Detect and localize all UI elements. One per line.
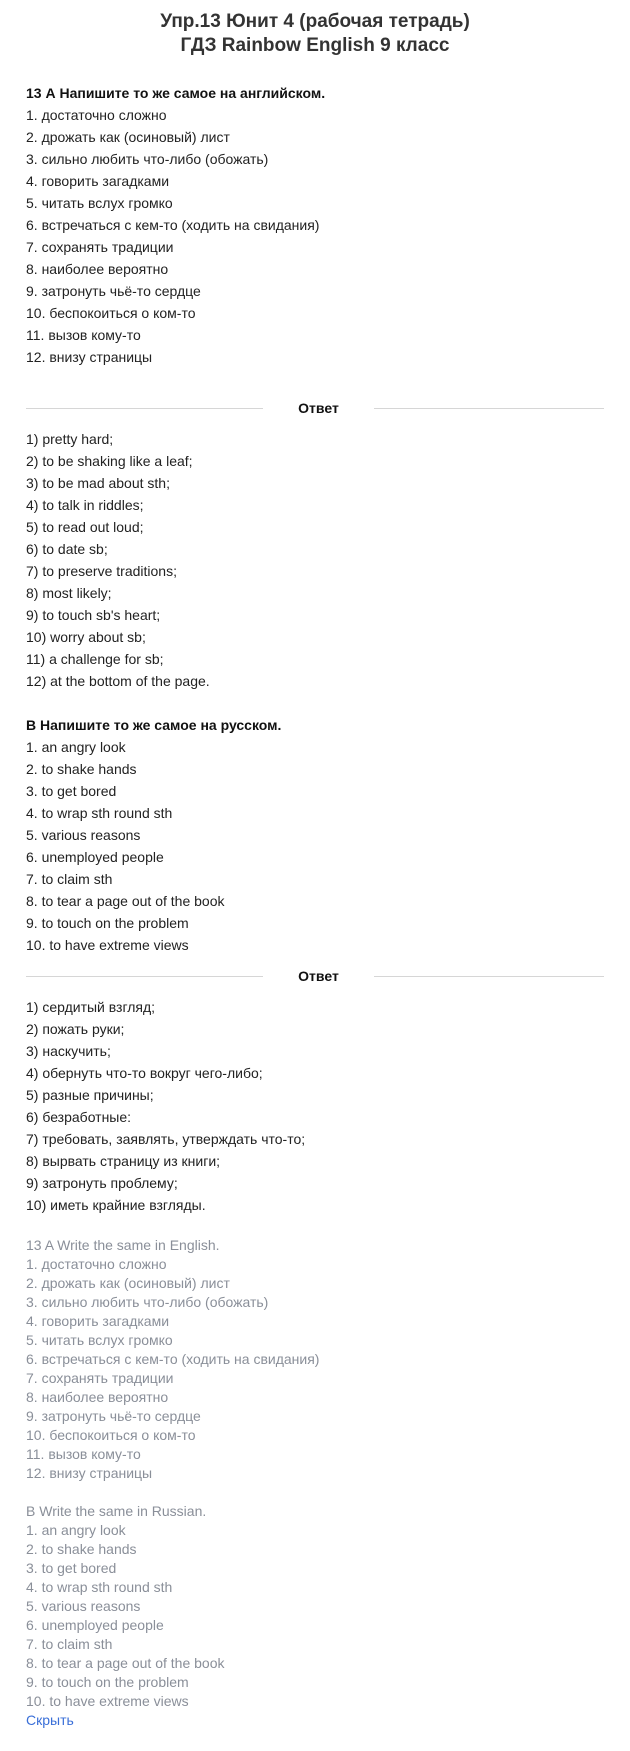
list-item: 2. to shake hands [26, 761, 137, 777]
list-item: 3. to get bored [26, 1560, 117, 1576]
answer-divider-a [26, 397, 604, 419]
divider-rule [26, 976, 263, 977]
list-item: 10. to have extreme views [26, 1693, 189, 1709]
list-item: 6. встречаться с кем-то (ходить на свидания) [26, 1351, 320, 1367]
list-item: 1) сердитый взгляд; [26, 999, 156, 1015]
list-item: 9. to touch on the problem [26, 1674, 189, 1690]
list-item: 2. to shake hands [26, 1541, 137, 1557]
list-item: 8. наиболее вероятно [26, 261, 169, 277]
list-item: 7. to claim sth [26, 1636, 113, 1652]
list-item: 7) to preserve traditions; [26, 563, 177, 579]
task-a-list [26, 104, 604, 368]
list-item: 1. достаточно сложно [26, 107, 167, 123]
list-item: 5. various reasons [26, 827, 141, 843]
list-item: 7) требовать, заявлять, утверждать что-то; [26, 1131, 306, 1147]
list-item: 6) to date sb; [26, 541, 108, 557]
original-b-heading: B Write the same in Russian. [26, 1503, 207, 1519]
list-item: 5. various reasons [26, 1598, 141, 1614]
content [0, 58, 630, 1730]
divider-rule [374, 976, 604, 977]
list-item: 5. читать вслух громко [26, 1332, 173, 1348]
list-item: 1. достаточно сложно [26, 1256, 167, 1272]
title-line-1: Упр.13 Юнит 4 (рабочая тетрадь) [160, 11, 470, 32]
list-item: 11. вызов кому-то [26, 1446, 141, 1462]
list-item: 2) to be shaking like a leaf; [26, 453, 193, 469]
list-item: 8. to tear a page out of the book [26, 893, 225, 909]
answer-label: Ответ [298, 968, 339, 984]
list-item: 4. to wrap sth round sth [26, 1579, 173, 1595]
divider-rule [374, 408, 604, 409]
list-item: 8) вырвать страницу из книги; [26, 1153, 221, 1169]
list-item: 1. an angry look [26, 1522, 126, 1538]
list-item: 10) worry about sb; [26, 629, 146, 645]
list-item: 9) to touch sb's heart; [26, 607, 161, 623]
list-item: 7. сохранять традиции [26, 239, 174, 255]
list-item: 2) пожать руки; [26, 1021, 125, 1037]
list-item: 4) обернуть что-то вокруг чего-либо; [26, 1065, 263, 1081]
list-item: 8. наиболее вероятно [26, 1389, 169, 1405]
list-item: 7. сохранять традиции [26, 1370, 174, 1386]
hide-link[interactable]: Скрыть [26, 1712, 74, 1728]
list-item: 11) a challenge for sb; [26, 651, 164, 667]
list-item: 3) to be mad about sth; [26, 475, 170, 491]
list-item: 5) разные причины; [26, 1087, 154, 1103]
list-item: 11. вызов кому-то [26, 327, 141, 343]
list-item: 6. встречаться с кем-то (ходить на свидания) [26, 217, 320, 233]
list-item: 1. an angry look [26, 739, 126, 755]
list-item: 10. беспокоиться о ком-то [26, 305, 196, 321]
list-item: 4. to wrap sth round sth [26, 805, 173, 821]
list-item: 9) затронуть проблему; [26, 1175, 178, 1191]
list-item: 10. беспокоиться о ком-то [26, 1427, 196, 1443]
answer-a-list [26, 428, 604, 692]
list-item: 5. читать вслух громко [26, 195, 173, 211]
list-item: 9. to touch on the problem [26, 915, 189, 931]
list-item: 8. to tear a page out of the book [26, 1655, 225, 1671]
list-item: 1) pretty hard; [26, 431, 114, 447]
list-item: 9. затронуть чьё-то сердце [26, 1408, 201, 1424]
list-item: 5) to read out loud; [26, 519, 144, 535]
list-item: 4) to talk in riddles; [26, 497, 144, 513]
list-item: 3. сильно любить что-либо (обожать) [26, 151, 269, 167]
list-item: 9. затронуть чьё-то сердце [26, 283, 201, 299]
divider-rule [26, 408, 263, 409]
list-item: 3. сильно любить что-либо (обожать) [26, 1294, 269, 1310]
list-item: 10) иметь крайние взгляды. [26, 1197, 206, 1213]
list-item: 6) безработные: [26, 1109, 132, 1125]
answer-label: Ответ [298, 400, 339, 416]
task-b-heading: В Напишите то же самое на русском. [26, 717, 282, 733]
task-a-heading: 13 А Напишите то же самое на английском. [26, 85, 326, 101]
list-item: 2. дрожать как (осиновый) лист [26, 129, 230, 145]
list-item: 6. unemployed people [26, 849, 164, 865]
list-item: 6. unemployed people [26, 1617, 164, 1633]
list-item: 12. внизу страницы [26, 1465, 153, 1481]
title-line-2: ГДЗ Rainbow English 9 класс [180, 35, 450, 56]
original-text-block [26, 1236, 604, 1711]
list-item: 7. to claim sth [26, 871, 113, 887]
list-item: 12. внизу страницы [26, 349, 153, 365]
list-item: 12) at the bottom of the page. [26, 673, 210, 689]
list-item: 2. дрожать как (осиновый) лист [26, 1275, 230, 1291]
page-title [0, 0, 630, 58]
answer-b-list [26, 996, 604, 1216]
list-item: 3. to get bored [26, 783, 117, 799]
original-a-heading: 13 A Write the same in English. [26, 1237, 220, 1253]
task-b-list [26, 736, 604, 956]
list-item: 3) наскучить; [26, 1043, 111, 1059]
list-item: 4. говорить загадками [26, 1313, 170, 1329]
list-item: 10. to have extreme views [26, 937, 189, 953]
list-item: 4. говорить загадками [26, 173, 170, 189]
answer-divider-b [26, 965, 604, 987]
list-item: 8) most likely; [26, 585, 112, 601]
